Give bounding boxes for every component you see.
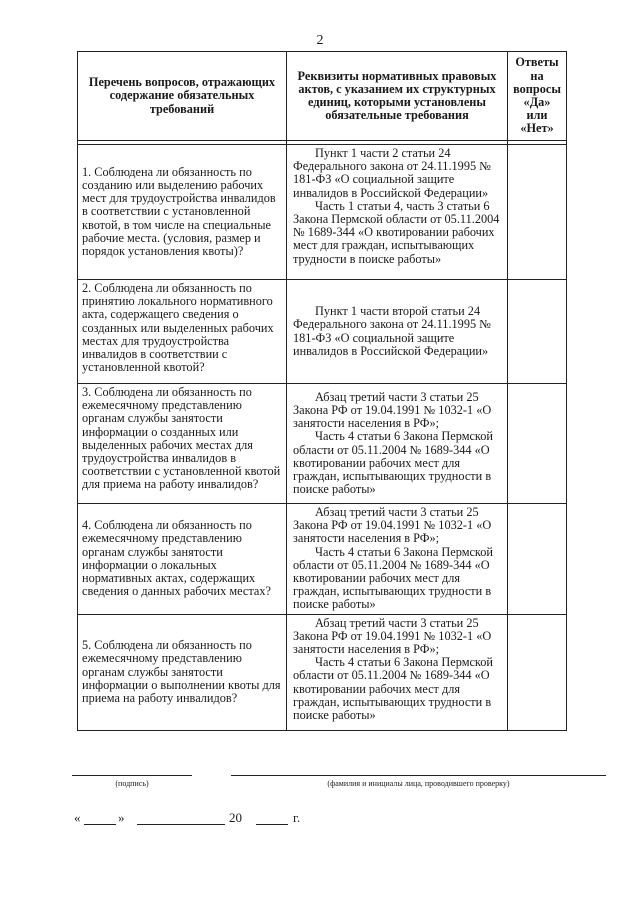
- legal-cell: [287, 280, 508, 384]
- legal-paragraph: Часть 4 статьи 6 Закона Пермской области от 05.11.2004 № 1689-344 «О квотировании рабочих мест для граждан, испытывающих трудности в поиске работы»: [293, 429, 494, 497]
- requirements-table: [77, 51, 567, 731]
- question-cell: 5. Соблюдена ли обязанность по ежемесячному представлению органам службы занятости информации о выполнении квоты для приема на работу инвалидов?: [78, 614, 287, 730]
- table-row: [78, 280, 567, 384]
- legal-cell: [287, 504, 508, 615]
- legal-cell: [287, 614, 508, 730]
- table-row: [78, 504, 567, 615]
- question-cell: 2. Соблюдена ли обязанность по принятию локального нормативного акта, содержащего сведения о созданных или выделенных рабочих местах для трудоустройства инвалидов в соответствии с установленной квотой?: [78, 280, 287, 384]
- table-row: [78, 614, 567, 730]
- page-number: 2: [316, 33, 324, 48]
- legal-cell: [287, 384, 508, 504]
- table-row: [78, 384, 567, 504]
- legal-paragraph: Пункт 1 части 2 статьи 24 Федерального закона от 24.11.1995 № 181-ФЗ «О социальной защите инвалидов в Российской Федерации»: [293, 146, 491, 200]
- legal-paragraph: Абзац третий части 3 статьи 25 Закона РФ от 19.04.1991 № 1032-1 «О занятости населения в РФ»;: [293, 505, 492, 546]
- day-blank[interactable]: [84, 824, 116, 825]
- legal-paragraph: Пункт 1 части второй статьи 24 Федерального закона от 24.11.1995 № 181-ФЗ «О социальной защите инвалидов в Российской Федерации»: [293, 304, 491, 358]
- answer-cell[interactable]: [508, 384, 567, 504]
- question-cell: 1. Соблюдена ли обязанность по созданию или выделению рабочих мест для трудоустройства инвалидов в соответствии с установленной квотой, в том числе на специальные рабочие места. (условия, размер и порядок установления квоты)?: [78, 145, 287, 280]
- header-answers: Ответы на вопросы «Да» или «Нет»: [508, 52, 567, 141]
- year-blank[interactable]: [256, 824, 288, 825]
- signature-caption: (подпись): [115, 779, 149, 788]
- date-open-quote: «: [74, 810, 81, 825]
- answer-cell[interactable]: [508, 145, 567, 280]
- date-century: 20: [229, 810, 242, 825]
- legal-paragraph: Часть 1 статьи 4, часть 3 статьи 6 Закона Пермской области от 05.11.2004 № 1689-344 «О квотировании рабочих мест для граждан, испытывающих трудности в поиске работы»: [293, 198, 500, 266]
- legal-paragraph: Абзац третий части 3 статьи 25 Закона РФ от 19.04.1991 № 1032-1 «О занятости населения в РФ»;: [293, 389, 492, 431]
- legal-paragraph: Часть 4 статьи 6 Закона Пермской области от 05.11.2004 № 1689-344 «О квотировании рабочих мест для граждан, испытывающих трудности в поиске работы»: [293, 544, 494, 612]
- answer-cell[interactable]: [508, 280, 567, 384]
- date-year-suffix: г.: [293, 810, 301, 825]
- question-cell: 3. Соблюдена ли обязанность по ежемесячному представлению органам службы занятости информации о созданных или выделенных рабочих местах для трудоустройства инвалидов в соответствии с установленной квотой для приема на работу инвалидов?: [78, 384, 287, 504]
- name-caption: (фамилия и инициалы лица, проводившего проверку): [327, 779, 510, 788]
- date-close-quote: »: [118, 810, 125, 825]
- legal-paragraph: Часть 4 статьи 6 Закона Пермской области от 05.11.2004 № 1689-344 «О квотировании рабочих мест для граждан, испытывающих трудности в поиске работы»: [293, 655, 494, 723]
- legal-paragraph: Абзац третий части 3 статьи 25 Закона РФ от 19.04.1991 № 1032-1 «О занятости населения в РФ»;: [293, 615, 492, 657]
- header-questions: Перечень вопросов, отражающих содержание обязательных требований: [78, 52, 287, 141]
- month-blank[interactable]: [137, 824, 225, 825]
- table-header-row: [78, 52, 567, 141]
- signature-line[interactable]: [72, 775, 192, 776]
- name-line[interactable]: [231, 775, 606, 776]
- answer-cell[interactable]: [508, 614, 567, 730]
- header-legal-acts: Реквизиты нормативных правовых актов, с указанием их структурных единиц, которыми установлены обязательные требования: [287, 52, 508, 141]
- answer-cell[interactable]: [508, 504, 567, 615]
- table-row: [78, 145, 567, 280]
- legal-cell: [287, 145, 508, 280]
- question-cell: 4. Соблюдена ли обязанность по ежемесячному представлению органам службы занятости информации о локальных нормативных актах, содержащих сведения о данных рабочих местах?: [78, 504, 287, 615]
